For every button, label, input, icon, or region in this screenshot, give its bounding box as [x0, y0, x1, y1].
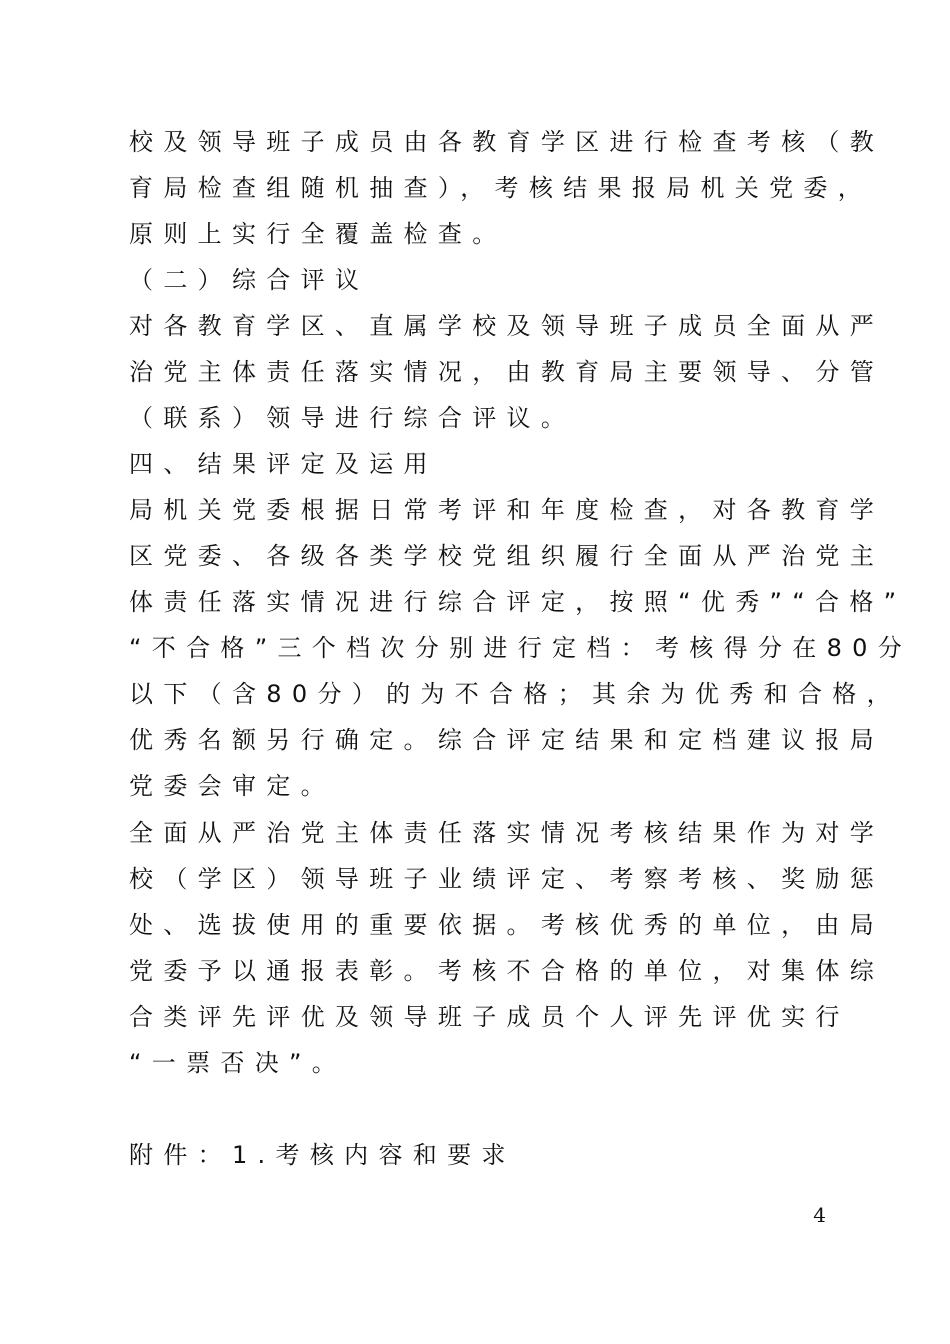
- text-line: 校（学区）领导班子业绩评定、考察考核、奖励惩: [129, 865, 885, 893]
- text-line: 体责任落实情况进行综合评定，按照“优秀”“合格”: [129, 588, 907, 616]
- text-line: 优秀名额另行确定。综合评定结果和定档建议报局: [129, 726, 885, 754]
- text-line: （联系）领导进行综合评议。: [129, 404, 576, 432]
- text-line: 对各教育学区、直属学校及领导班子成员全面从严: [129, 312, 885, 340]
- page-number: 4: [813, 1203, 826, 1227]
- text-line: 全面从严治党主体责任落实情况考核结果作为对学: [129, 819, 885, 847]
- text-line: 原则上实行全覆盖检查。: [129, 220, 507, 248]
- text-line: 育局检查组随机抽查），考核结果报局机关党委，: [129, 174, 873, 202]
- text-line: 党委予以通报表彰。考核不合格的单位，对集体综: [129, 957, 885, 985]
- text-line: “一票否决”。: [129, 1049, 347, 1077]
- text-line: 区党委、各级各类学校党组织履行全面从严治党主: [129, 542, 885, 570]
- attachment-line: 附件：1.考核内容和要求: [129, 1141, 516, 1169]
- text-line: 处、选拔使用的重要依据。考核优秀的单位，由局: [129, 911, 885, 939]
- text-line: 校及领导班子成员由各教育学区进行检查考核（教: [129, 128, 885, 156]
- text-line: “不合格”三个档次分别进行定档：考核得分在80分: [129, 634, 913, 662]
- text-line: 党委会审定。: [129, 772, 335, 800]
- section-heading: （二）综合评议: [129, 266, 370, 294]
- text-line: 治党主体责任落实情况，由教育局主要领导、分管: [129, 358, 885, 386]
- text-line: 合类评先评优及领导班子成员个人评先评优实行: [129, 1003, 850, 1031]
- section-heading: 四、结果评定及运用: [129, 450, 438, 478]
- text-line: 以下（含80分）的为不合格；其余为优秀和合格，: [129, 680, 901, 708]
- text-line: 局机关党委根据日常考评和年度检查，对各教育学: [129, 496, 885, 524]
